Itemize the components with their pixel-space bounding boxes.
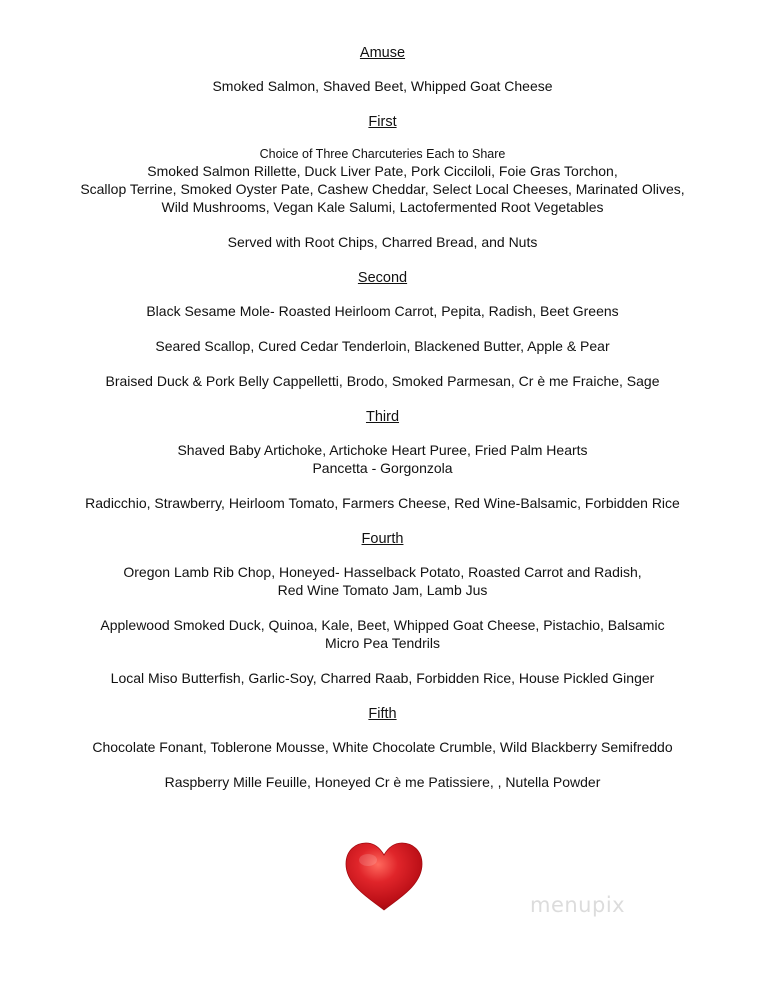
menu-item-line: Scallop Terrine, Smoked Oyster Pate, Cashew Cheddar, Select Local Cheeses, Marinated Olives, — [80, 181, 685, 197]
section-title-first: First — [368, 114, 397, 130]
menu-item — [0, 773, 765, 791]
menu-item-line: Pancetta - Gorgonzola — [312, 460, 453, 476]
section-title-second: Second — [357, 270, 408, 286]
menu-item-line: Shaved Baby Artichoke, Artichoke Heart Puree, Fried Palm Hearts — [177, 442, 588, 458]
menu-item-line: Micro Pea Tendrils — [325, 635, 440, 651]
menu-item-line: Applewood Smoked Duck, Quinoa, Kale, Beet, Whipped Goat Cheese, Pistachio, Balsamic — [100, 617, 665, 633]
section-title-fifth: Fifth — [368, 706, 397, 722]
section-title-fourth: Fourth — [361, 531, 404, 547]
heart-icon — [342, 840, 426, 914]
menu-item — [0, 494, 765, 512]
menu-item-line: Chocolate Fonant, Toblerone Mousse, White Chocolate Crumble, Wild Blackberry Semifreddo — [92, 739, 673, 755]
section-title-amuse: Amuse — [359, 45, 406, 61]
menu-item-line: Red Wine Tomato Jam, Lamb Jus — [277, 582, 488, 598]
menu-item — [0, 616, 765, 652]
menu-item — [0, 233, 765, 251]
menu-item — [0, 302, 765, 320]
menu-item-line: Served with Root Chips, Charred Bread, and Nuts — [227, 234, 538, 250]
menu-item-line: Radicchio, Strawberry, Heirloom Tomato, Farmers Cheese, Red Wine-Balsamic, Forbidden Rice — [85, 495, 680, 511]
menu-item-line: Local Miso Butterfish, Garlic-Soy, Charred Raab, Forbidden Rice, House Pickled Ginger — [110, 670, 655, 686]
menu-item — [0, 77, 765, 95]
menu-item-line: Seared Scallop, Cured Cedar Tenderloin, Blackened Butter, Apple & Pear — [155, 338, 610, 354]
menu-item-line: Oregon Lamb Rib Chop, Honeyed- Hasselback Potato, Roasted Carrot and Radish, — [123, 564, 642, 580]
menu-item — [0, 669, 765, 687]
menu-item-line: Black Sesame Mole- Roasted Heirloom Carrot, Pepita, Radish, Beet Greens — [146, 303, 619, 319]
menu-item-line: Smoked Salmon Rillette, Duck Liver Pate, Pork Cicciloli, Foie Gras Torchon, — [147, 163, 618, 179]
menu-item-line: Braised Duck & Pork Belly Cappelletti, Brodo, Smoked Parmesan, Cr è me Fraiche, Sage — [105, 373, 660, 389]
section-title-third: Third — [365, 409, 400, 425]
section-note: Choice of Three Charcuteries Each to Share — [259, 147, 506, 161]
menu-item-line: Smoked Salmon, Shaved Beet, Whipped Goat Cheese — [212, 78, 553, 94]
menu-item — [0, 441, 765, 477]
menu-item — [0, 146, 765, 216]
menu-item — [0, 563, 765, 599]
menu-page — [0, 43, 765, 808]
menu-item-line: Raspberry Mille Feuille, Honeyed Cr è me Patissiere, , Nutella Powder — [164, 774, 601, 790]
watermark: menupix — [530, 893, 626, 917]
menu-item — [0, 738, 765, 756]
menu-item-line: Wild Mushrooms, Vegan Kale Salumi, Lactofermented Root Vegetables — [161, 199, 604, 215]
menu-item — [0, 337, 765, 355]
menu-item — [0, 372, 765, 390]
